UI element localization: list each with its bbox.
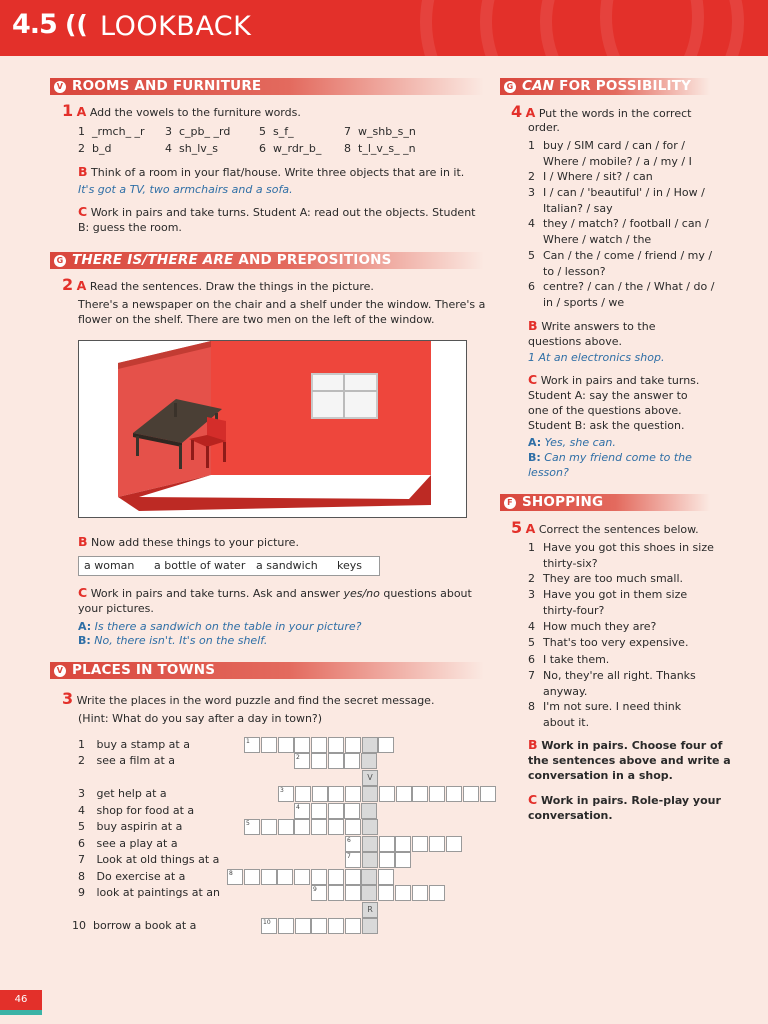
crossword-cell[interactable] [362, 786, 378, 802]
cell-number: 2 [296, 754, 300, 761]
exercise-number: 1 [62, 101, 74, 120]
crossword-cell[interactable] [294, 869, 310, 885]
crossword-cell[interactable] [345, 869, 361, 885]
crossword-cell[interactable] [463, 786, 479, 802]
crossword-cell[interactable] [345, 852, 361, 868]
clue: 5 buy aspirin at a [78, 820, 183, 833]
crossword-cell[interactable] [311, 918, 327, 934]
crossword-cell[interactable] [480, 786, 496, 802]
crossword-cell[interactable] [361, 869, 377, 885]
crossword-cell[interactable] [362, 852, 378, 868]
crossword-cell[interactable] [311, 737, 327, 753]
cell-number: 6 [347, 837, 351, 844]
word-box [78, 556, 380, 576]
crossword-key-cell[interactable] [362, 902, 378, 918]
crossword-cell[interactable] [311, 753, 327, 769]
exercise-letter: A [76, 104, 87, 119]
lesson-header [0, 0, 768, 56]
list-item: 4 How much they are? [528, 620, 657, 633]
crossword-cell[interactable] [328, 753, 344, 769]
clue: 7 Look at old things at a [78, 853, 220, 866]
footer-accent [0, 1010, 42, 1015]
word-chip: a woman [84, 559, 135, 572]
crossword-cell[interactable] [261, 737, 277, 753]
clue: 10 borrow a book at a [72, 919, 197, 932]
clue: 1 buy a stamp at a [78, 738, 190, 751]
crossword-cell[interactable] [345, 836, 361, 852]
word-item: 4 sh_lv_s [165, 142, 218, 155]
cell-number: 5 [246, 820, 250, 827]
crossword-cell[interactable] [261, 918, 277, 934]
clue: 8 Do exercise at a [78, 870, 186, 883]
word-item: 2 b_d [78, 142, 112, 155]
exercise-2a: 2 A Read the sentences. Draw the things in the picture. [62, 275, 374, 294]
crossword-cell[interactable] [446, 836, 462, 852]
grammar-badge: G [504, 81, 516, 93]
crossword-cell[interactable] [429, 786, 445, 802]
exercise-3: 3 Write the places in the word puzzle and find the secret message. [62, 689, 435, 708]
list-item: 8 I'm not sure. I need think about it. [528, 700, 682, 729]
list-item: 6 I take them. [528, 653, 610, 666]
crossword-cell[interactable] [362, 836, 378, 852]
crossword-cell[interactable] [294, 753, 310, 769]
crossword-cell[interactable] [328, 918, 344, 934]
exercise-5c: C Work in pairs. Role-play your conversation. [528, 792, 721, 822]
crossword-cell[interactable] [396, 786, 412, 802]
crossword-cell[interactable] [446, 786, 462, 802]
list-item: 1 buy / SIM card / can / for / Where / mobile? / a / my / I [528, 139, 692, 168]
clue: 3 get help at a [78, 787, 167, 800]
list-item: 2 I / Where / sit? / can [528, 170, 653, 183]
section-title: ROOMS AND FURNITURE [72, 78, 262, 94]
word-item: 8 t_l_v_s_ _n [344, 142, 416, 155]
crossword-cell[interactable] [412, 786, 428, 802]
crossword-cell[interactable] [294, 737, 310, 753]
exercise-2c: C Work in pairs and take turns. Ask and answer yes/no questions about your pictures. [78, 585, 472, 615]
crossword-cell[interactable] [361, 885, 377, 901]
clue: 6 see a play at a [78, 837, 178, 850]
lesson-title: LOOKBACK [100, 11, 252, 42]
word-item: 7 w_shb_s_n [344, 125, 416, 138]
crossword-cell[interactable] [395, 852, 411, 868]
crossword-cell[interactable] [295, 918, 311, 934]
list-item: 3 I / can / 'beautiful' / in / How / Italian? / say [528, 186, 705, 215]
crossword-cell[interactable] [345, 737, 361, 753]
list-item: 4 they / match? / football / can / Where / watch / the [528, 217, 709, 246]
section-rooms-header [50, 78, 484, 95]
room-picture [78, 340, 467, 518]
exercise-4b: B Write answers to the questions above. [528, 318, 656, 348]
word-chip: a sandwich [256, 559, 318, 572]
section-shopping-header: F SHOPPING [500, 494, 710, 511]
crossword-cell[interactable] [328, 869, 344, 885]
list-item: 5 Can / the / come / friend / my / to / lesson? [528, 249, 713, 278]
crossword-cell[interactable] [378, 885, 394, 901]
crossword-cell[interactable] [278, 737, 294, 753]
list-item: 1 Have you got this shoes in size thirty-six? [528, 541, 714, 570]
crossword-cell[interactable] [345, 918, 361, 934]
page-number: 46 [0, 990, 42, 1010]
crossword-cell[interactable] [328, 885, 344, 901]
dialog-line-a: A: Is there a sandwich on the table in your picture? [78, 620, 362, 633]
crossword-cell[interactable] [261, 869, 277, 885]
word-chip: keys [337, 559, 362, 572]
exercise-4c: C Work in pairs and take turns. Student A: say the answer to one of the questions above. Student B: ask the question. [528, 372, 700, 432]
crossword-cell[interactable] [362, 737, 378, 753]
function-badge: F [504, 497, 516, 509]
crossword-cell[interactable] [345, 819, 361, 835]
crossword-cell[interactable] [361, 753, 377, 769]
exercise-4a: 4 A Put the words in the correct [511, 102, 692, 121]
crossword-cell[interactable] [261, 819, 277, 835]
lesson-number: 4.5 [12, 9, 57, 40]
crossword-cell[interactable] [429, 836, 445, 852]
crossword-cell[interactable] [395, 836, 411, 852]
crossword-cell[interactable] [244, 737, 260, 753]
exercise-5a: 5 A Correct the sentences below. [511, 518, 699, 537]
list-item: 3 Have you got in them size thirty-four? [528, 588, 688, 617]
crossword-cell[interactable] [294, 819, 310, 835]
list-item: 5 That's too very expensive. [528, 636, 689, 649]
cell-number: 8 [229, 870, 233, 877]
crossword-cell[interactable] [244, 819, 260, 835]
crossword-cell[interactable] [311, 819, 327, 835]
exercise-4a-line2: order. [528, 121, 560, 134]
exercise-1b: B Think of a room in your flat/house. Write three objects that are in it. [78, 164, 465, 179]
crossword-cell[interactable] [429, 885, 445, 901]
dialog-line-b: B: Can my friend come to the lesson? [528, 451, 692, 479]
cell-number: 10 [263, 919, 271, 926]
crossword-cell[interactable] [328, 803, 344, 819]
crossword-cell[interactable] [328, 819, 344, 835]
exercise-1c: C Work in pairs and take turns. Student A: read out the objects. Student B: guess the room. [78, 204, 476, 234]
dialog-line-b: B: No, there isn't. It's on the shelf. [78, 634, 268, 647]
list-item: 2 They are too much small. [528, 572, 684, 585]
dialog-line-a: A: Yes, she can. [528, 436, 616, 449]
crossword-cell[interactable] [345, 885, 361, 901]
crossword-cell[interactable] [378, 737, 394, 753]
crossword-cell[interactable] [395, 885, 411, 901]
crossword-cell[interactable] [412, 885, 428, 901]
crossword-cell[interactable] [311, 869, 327, 885]
crossword-cell[interactable] [362, 819, 378, 835]
crossword-cell[interactable] [278, 918, 294, 934]
crossword-cell[interactable] [362, 918, 378, 934]
exercise-5b: B Work in pairs. Choose four of the sentences above and write a conversation in a shop. [528, 737, 731, 782]
crossword-cell[interactable] [345, 786, 361, 802]
list-item: 6 centre? / can / the / What / do / in / sports / we [528, 280, 715, 309]
exercise-2a-sentences: There's a newspaper on the chair and a shelf under the window. There's a flower on the shelf. There are two men on the left of the window. [78, 298, 486, 326]
crossword-cell[interactable] [244, 869, 260, 885]
crossword-cell[interactable] [328, 786, 344, 802]
room-illustration [79, 341, 466, 517]
section-can-header: G CAN FOR POSSIBILITY [500, 78, 710, 95]
cell-number: 3 [280, 787, 284, 794]
list-item: 7 No, they're all right. Thanks anyway. [528, 669, 696, 698]
crossword-cell[interactable] [378, 869, 394, 885]
given-letter: V [367, 773, 373, 782]
crossword-cell[interactable] [278, 786, 294, 802]
crossword-cell[interactable] [379, 786, 395, 802]
crossword-cell[interactable] [379, 836, 395, 852]
exercise-2b: B Now add these things to your picture. [78, 534, 299, 549]
instruction: Add the vowels to the furniture words. [89, 106, 301, 119]
word-item: 3 c_pb_ _rd [165, 125, 231, 138]
cell-number: 4 [296, 804, 300, 811]
crossword-cell[interactable] [227, 869, 243, 885]
crossword-cell[interactable] [277, 869, 293, 885]
given-letter: R [367, 905, 373, 914]
crossword-cell[interactable] [311, 885, 327, 901]
crossword-cell[interactable] [379, 852, 395, 868]
crossword-cell[interactable] [344, 803, 360, 819]
crossword-cell[interactable] [295, 786, 311, 802]
grammar-badge: G [54, 255, 66, 267]
vocabulary-badge: V [54, 665, 66, 677]
section-there-is-header: G THERE IS/THERE ARE AND PREPOSITIONS [50, 252, 484, 269]
cell-number: 9 [313, 886, 317, 893]
crossword-key-cell[interactable] [362, 770, 378, 786]
crossword-cell[interactable] [361, 803, 377, 819]
clue: 2 see a film at a [78, 754, 175, 767]
crossword-cell[interactable] [278, 819, 294, 835]
word-item: 6 w_rdr_b_ [259, 142, 322, 155]
example-answer: It's got a TV, two armchairs and a sofa. [78, 183, 293, 196]
cell-number: 7 [347, 853, 351, 860]
crossword-cell[interactable] [311, 803, 327, 819]
word-chip: a bottle of water [154, 559, 246, 572]
word-item: 1 _rmch_ _r [78, 125, 145, 138]
crossword-cell[interactable] [312, 786, 328, 802]
vocabulary-badge: V [54, 81, 66, 93]
crossword-cell[interactable] [412, 836, 428, 852]
word-item: 5 s_f_ [259, 125, 294, 138]
cell-number: 1 [246, 738, 250, 745]
crossword-cell[interactable] [344, 753, 360, 769]
clue: 4 shop for food at a [78, 804, 195, 817]
exercise-1a [62, 103, 301, 120]
section-places-header: V PLACES IN TOWNS [50, 662, 484, 679]
clue: 9 look at paintings at an [78, 886, 220, 899]
sound-waves-icon: (( [65, 10, 88, 39]
crossword-cell[interactable] [294, 803, 310, 819]
crossword-cell[interactable] [328, 737, 344, 753]
example-answer: 1 At an electronics shop. [528, 351, 665, 364]
hint: (Hint: What do you say after a day in town?) [78, 712, 323, 725]
